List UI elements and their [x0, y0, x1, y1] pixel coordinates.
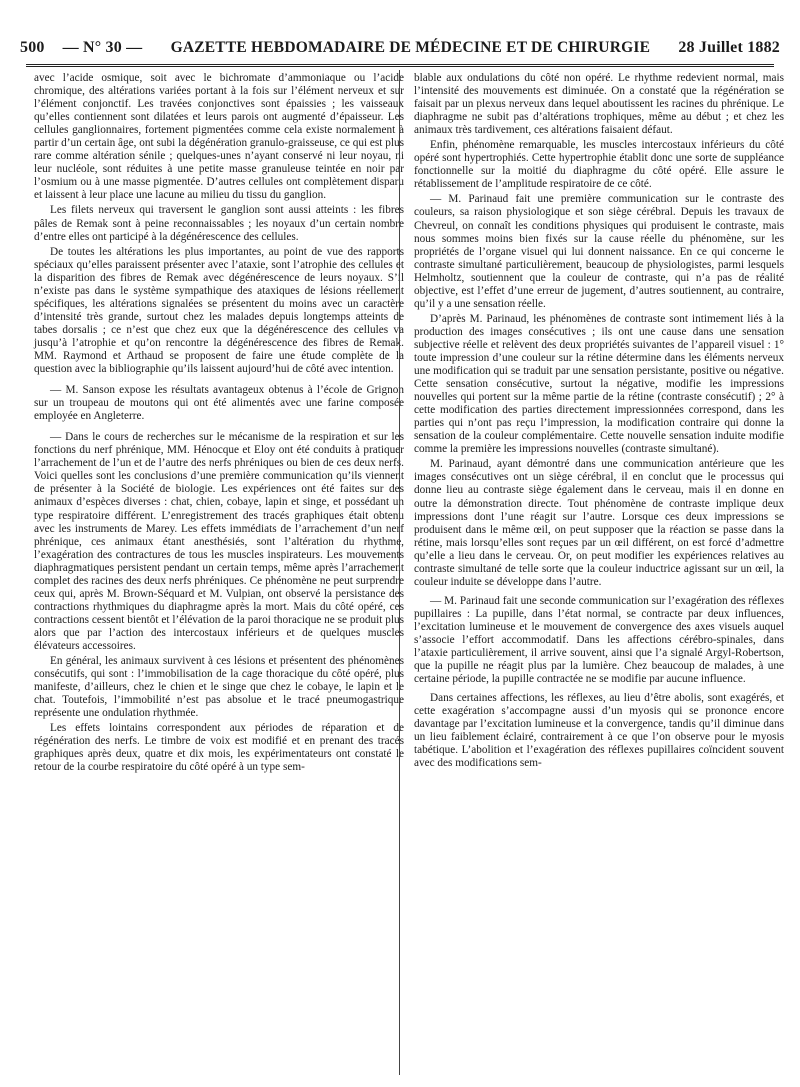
paragraph: De toutes les altérations les plus importantes, au point de vue des rapports spéciaux qu’elles paraissent présenter avec l’ataxie, sont l’atrophie des cellules et la disparition des fibres de Remak avec dégénérescence de leurs noyaux. S’il n’existe pas dans le système sympathique des ataxiques de lésions réellement spécifiques, les altérations signalées se présentent du moins avec un caractère d’intensité très grande, surtout chez les malades depuis longtemps atteints de tabes dorsalis ; ce n’est que chez eux que la dégénérescence des cellules va jusqu’à l’atrophie et qu’on rencontre la dégénérescence des fibres de Remak. MM. Raymond et Arthaud se proposent de faire une étude complète de la question avec la bibliographie qu’ils laissent aujourd’hui de côté avec intention. [34, 245, 404, 376]
paragraph: blable aux ondulations du côté non opéré. Le rhythme redevient normal, mais l’intensité des mouvements est diminuée. On a constaté que la régénération se faisait par un plexus nerveux dans lequel aboutissent les racines du phrénique. Le diaphragme ne subit pas d’altérations trophiques, même au début ; et chez les animaux très tardivement, ces altérations faisaient défaut. [414, 72, 784, 137]
column-divider [399, 70, 400, 1075]
page-header [20, 34, 780, 62]
paragraph: — M. Parinaud fait une première communication sur le contraste des couleurs, sa raison physiologique et son siège cérébral. Depuis les travaux de Chevreul, on connaît les conditions physiques qui produisent le contraste, mais nous sommes moins bien fixés sur la cause réelle du phénomène, sur les propriétés de l’organe visuel qui lui donnent naissance. En ce qui concerne le contraste simultané particulièrement, beaucoup de physiologistes, parmi lesquels Helmholtz, soutiennent que la couleur de contraste, qui n’a pas de réalité objective, est l’effet d’une erreur de jugement, d’autres soutiennent, au contraire, qu’il y a une sensation réelle. [414, 193, 784, 310]
paragraph: Les filets nerveux qui traversent le ganglion sont aussi atteints : les fibres pâles de Remak sont à peine reconnaissables ; les noyaux d’un certain nombre d’entre elles ont participé à la dégénérescence des cellules. [34, 204, 404, 243]
issue-date: 28 Juillet 1882 [678, 39, 780, 56]
paragraph: M. Parinaud, ayant démontré dans une communication antérieure que les images consécutives ont un siège cérébral, il en conclut que le processus qui donne lieu au contraste siège également dans le cerveau, mais il en donne en outre la démonstration directe. Tout phénomène de contraste implique deux impressions dont l’une réagit sur l’autre. Lorsque ces deux impressions se produisent dans le même œil, on peut supposer que la réaction se passe dans la rétine, mais lorsqu’elles sont reçues par un œil différent, on est forcé d’admettre qu’elle a lieu dans le cerveau. Or, on peut modifier les expériences relatives au contraste simultané de telle sorte que la couleur inductrice agissant sur un œil, la couleur induite se développe dans l’autre. [414, 458, 784, 588]
paragraph: — Dans le cours de recherches sur le mécanisme de la respiration et sur les fonctions du nerf phrénique, MM. Hénocque et Eloy ont été conduits à pratiquer l’arrachement de l’un et de l’autre des nerfs phréniques ou bien de ces deux nerfs. Voici quelles sont les conclusions d’une première communication qu’ils viennent de présenter à la Société de biologie. Les expériences ont été faites sur des animaux d’espèces diverses : chat, chien, cobaye, lapin et singe, et possédant un type respiratoire différent. L’enregistrement des tracés graphiques était obtenu avec les instruments de Marey. Les effets immédiats de l’arrachement d’un nerf phrénique, ces animaux étant anesthésiés, sont l’altération du rhythme, l’exagération des contractures de tous les muscles inspirateurs. Les mouvements diaphragmatiques persistent pendant un certain temps, même après l’arrachement complet des racines des deux nerfs phréniques. Ce phénomène ne peut surprendre ceux qui, après M. Brown-Séquard et M. Vulpian, ont observé la persistance des contractions rhythmiques du diaphragme après la mort. Mais du côté opéré, ces contractions cessent bientôt et l’élévation de la paroi thoracique ne se produit plus alors que par l’action des intercostaux inférieurs et de quelques muscles élévateurs accessoires. [34, 431, 404, 652]
issue-number: — N° 30 — [62, 39, 143, 56]
right-column [414, 72, 784, 772]
left-column [34, 72, 404, 776]
paragraph: — M. Sanson expose les résultats avantageux obtenus à l’école de Grignon sur un troupeau de moutons qui ont été alimentés avec une farine composée employée en Angleterre. [34, 384, 404, 423]
page-number: 500 [20, 39, 45, 56]
paragraph: Les effets lointains correspondent aux périodes de réparation et de régénération des nerfs. Le timbre de voix est modifié et en prenant des tracés graphiques après deux, quatre et dix mois, les expérimentateurs ont constaté le retour de la courbe respiratoire du côté opéré à un type sem- [34, 722, 404, 774]
paragraph: En général, les animaux survivent à ces lésions et présentent des phénomènes consécutifs, qui sont : l’immobilisation de la cage thoracique du côté opéré, plus manifeste, d’ailleurs, chez le chien et le singe que chez le cobaye, le lapin et le chat. Toutefois, l’immobilité n’est pas absolue et le tracé pneumogastrique représente une ondulation rhythmée. [34, 655, 404, 720]
paragraph: — M. Parinaud fait une seconde communication sur l’exagération des réflexes pupillaires : La pupille, dans l’état normal, se contracte par deux influences, l’excitation lumineuse et le mouvement de convergence des axes visuels auquel s’associe l’effort accommodatif. Dans les affections cérébro-spinales, dans l’ataxie particulièrement, il arrive souvent, ainsi que l’a signalé Argyl-Robertson, que la pupille ne réagit plus par la lumière. Chez beaucoup de malades, à une certaine période, la pupille contractée ne se modifie par aucune influence. [414, 594, 784, 686]
header-rule [26, 64, 774, 67]
paragraph: D’après M. Parinaud, les phénomènes de contraste sont intimement liés à la production des images consécutives ; ils ont une cause dans une sensation subjective réelle et relèvent des deux propriétés suivantes de l’appareil visuel : 1° toute impression d’une couleur sur la rétine détermine dans les éléments nerveux une modification qui se traduit par une sensation persistante, positive ou négative. Cette sensation consécutive, surtout la négative, modifie les impressions nouvelles qui portent sur la même partie de la rétine (contraste consécutif) ; 2° à cette modification des parties directement impressionnées correspond, dans les parties qui n’ont pas reçu l’impression, la modification contraire qui donne la sensation de la couleur complémentaire. Cette nouvelle sensation induite modifie comme la première les impressions nouvelles (contraste simultané). [414, 312, 784, 456]
journal-title: GAZETTE HEBDOMADAIRE DE MÉDECINE ET DE CHIRURGIE [170, 39, 651, 56]
paragraph: avec l’acide osmique, soit avec le bichromate d’ammoniaque ou l’acide chromique, des altérations variées portant à la fois sur l’élément nerveux et sur l’élément conjonctif. Les travées conjonctives sont épaissies ; les vaisseaux qu’elles contiennent sont dilatées et leurs parois ont augmenté d’épaisseur. Les cellules ganglionnaires, fortement pigmentées comme cela existe normalement à partir d’un certain âge, ont subi la dégénération granulo-graisseuse, ce qui est plus rare comme altération sénile ; quelques-unes n’ayant conservé ni leur noyau, ni leur nucléole, sont réduites à une petite masse granuleuse teintée en noir par l’osmium ou à une masse pigmentée. D’autres cellules ont complètement disparu et laissent à leur place une lacune au milieu du tissu du ganglion. [34, 72, 404, 202]
paragraph: Enfin, phénomène remarquable, les muscles intercostaux inférieurs du côté opéré sont hypertrophiés. Cette hypertrophie établit donc une sorte de suppléance fonctionnelle sur la moitié du diaphragme du côté opéré. Elle assure le rétablissement de l’amplitude respiratoire de ce côté. [414, 139, 784, 191]
paragraph: Dans certaines affections, les réflexes, au lieu d’être abolis, sont exagérés, et cette exagération s’accompagne aussi d’un myosis qui se prononce encore davantage par l’excitation lumineuse et la convergence, tandis qu’il diminue dans un lieu faiblement éclairé, contrairement à ce que l’on observe pour le myosis tabétique. L’abolition et l’exagération des réflexes pupillaires coïncident souvent avec des modifications sem- [414, 692, 784, 770]
